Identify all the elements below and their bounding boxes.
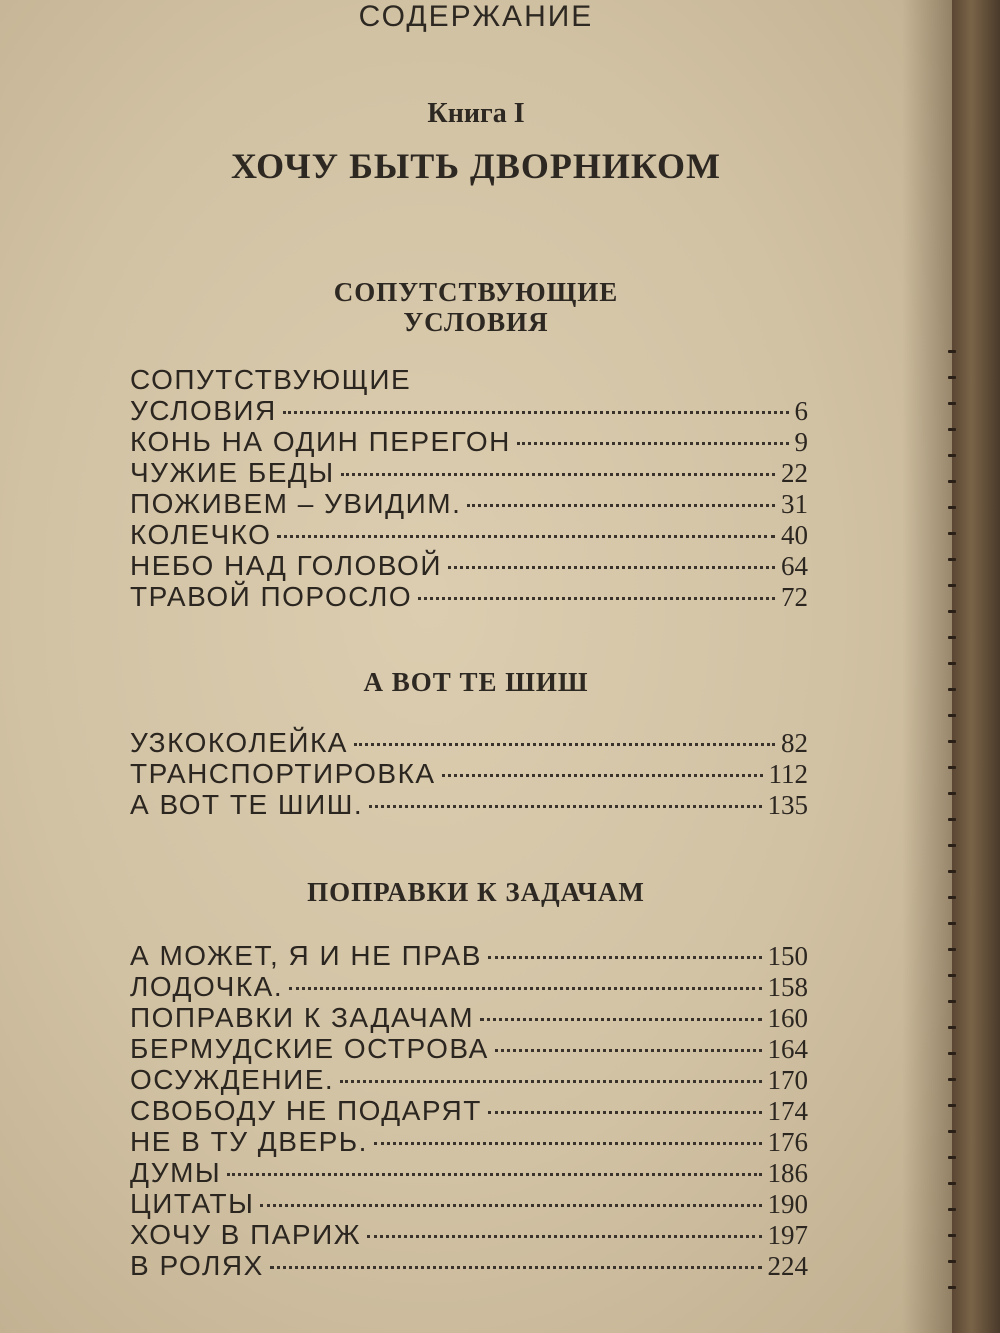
stitch-mark: [948, 454, 956, 457]
toc-page-number: 150: [767, 941, 808, 971]
toc-entry[interactable]: [130, 519, 808, 550]
toc-entry-title: УСЛОВИЯ: [130, 395, 277, 426]
toc-entry-title: ТРАВОЙ ПОРОСЛО: [130, 581, 413, 612]
toc-entry[interactable]: [130, 727, 808, 758]
stitch-mark: [948, 948, 956, 951]
section-title-2: А ВОТ ТЕ ШИШ: [363, 667, 589, 697]
toc-entry[interactable]: [130, 940, 808, 971]
book-title: ХОЧУ БЫТЬ ДВОРНИКОМ: [230, 146, 722, 186]
toc-page-number: 186: [767, 1158, 808, 1188]
stitch-mark: [948, 428, 956, 431]
toc-entry-title: УЗКОКОЛЕЙКА: [130, 727, 348, 758]
toc-page-number: 170: [767, 1065, 808, 1095]
toc-page-number: 190: [767, 1189, 808, 1219]
toc-entry-title: ХОЧУ В ПАРИЖ: [130, 1219, 362, 1250]
stitch-mark: [948, 610, 956, 613]
leader-dots: [369, 805, 761, 808]
stitch-mark: [948, 1260, 956, 1263]
stitch-mark: [948, 584, 956, 587]
toc-entry-title: А МОЖЕТ, Я И НЕ ПРАВ: [130, 940, 482, 971]
toc-section-3: [130, 940, 808, 1281]
stitch-mark: [948, 766, 956, 769]
toc-page-number: 6: [794, 396, 808, 426]
stitch-mark: [948, 636, 956, 639]
toc-page-number: 22: [781, 458, 808, 488]
toc-entry[interactable]: [130, 581, 808, 612]
leader-dots: [418, 597, 775, 600]
stitch-mark: [948, 1286, 956, 1289]
toc-entry[interactable]: [130, 550, 808, 581]
leader-dots: [227, 1173, 761, 1176]
toc-page-number: 64: [781, 551, 808, 581]
toc-entry[interactable]: [130, 971, 808, 1002]
leader-dots: [354, 743, 775, 746]
leader-dots: [480, 1018, 761, 1021]
leader-dots: [374, 1142, 762, 1145]
stitch-mark: [948, 714, 956, 717]
stitch-mark: [948, 1078, 956, 1081]
book-spine-edge: [952, 0, 1000, 1333]
toc-page-number: 40: [781, 520, 808, 550]
stitch-mark: [948, 532, 956, 535]
toc-section-2: [130, 727, 808, 820]
toc-entry-title: СВОБОДУ НЕ ПОДАРЯТ: [130, 1095, 482, 1126]
toc-entry-title: ТРАНСПОРТИРОВКА: [130, 758, 436, 789]
toc-entry-title: КОЛЕЧКО: [130, 519, 272, 550]
toc-page-number: 176: [767, 1127, 808, 1157]
stitch-mark: [948, 1104, 956, 1107]
leader-dots: [341, 473, 775, 476]
toc-entry[interactable]: [130, 1250, 808, 1281]
stitch-mark: [948, 558, 956, 561]
toc-entry[interactable]: [130, 488, 808, 519]
toc-entry-title: КОНЬ НА ОДИН ПЕРЕГОН: [130, 426, 511, 457]
stitch-mark: [948, 818, 956, 821]
leader-dots: [277, 535, 775, 538]
stitch-mark: [948, 402, 956, 405]
section-title-line: СОПУТСТВУЮЩИЕ: [333, 277, 619, 307]
toc-entry-title: В РОЛЯХ: [130, 1250, 264, 1281]
leader-dots: [488, 1111, 762, 1114]
leader-dots: [517, 442, 789, 445]
toc-page-number: 224: [767, 1251, 808, 1281]
toc-page-number: 164: [767, 1034, 808, 1064]
toc-page-number: 31: [781, 489, 808, 519]
stitch-mark: [948, 974, 956, 977]
book-number: Книга I: [427, 98, 525, 129]
toc-entry-title-line: СОПУТСТВУЮЩИЕ: [130, 364, 412, 395]
toc-entry[interactable]: [130, 395, 808, 426]
stitch-mark: [948, 1156, 956, 1159]
stitch-mark: [948, 1130, 956, 1133]
stitch-mark: [948, 350, 956, 353]
toc-page-number: 174: [767, 1096, 808, 1126]
toc-page-number: 9: [794, 427, 808, 457]
section-title-1: [0, 277, 952, 337]
toc-page-number: 112: [768, 759, 808, 789]
leader-dots: [495, 1049, 762, 1052]
stitch-mark: [948, 1000, 956, 1003]
toc-entry-title: ДУМЫ: [130, 1157, 222, 1188]
stitch-mark: [948, 740, 956, 743]
toc-entry-title: ЦИТАТЫ: [130, 1188, 255, 1219]
toc-entry[interactable]: [130, 1095, 808, 1126]
toc-page-number: 82: [781, 728, 808, 758]
stitch-mark: [948, 1052, 956, 1055]
leader-dots: [467, 504, 775, 507]
leader-dots: [488, 956, 762, 959]
leader-dots: [283, 411, 789, 414]
toc-entry[interactable]: [130, 789, 808, 820]
stitch-mark: [948, 1234, 956, 1237]
stitch-mark: [948, 480, 956, 483]
toc-entry[interactable]: [130, 1126, 808, 1157]
stitch-mark: [948, 376, 956, 379]
toc-entry[interactable]: [130, 1219, 808, 1250]
toc-page-number: 72: [781, 582, 808, 612]
leader-dots: [442, 774, 763, 777]
toc-entry[interactable]: [130, 1188, 808, 1219]
stitch-mark: [948, 506, 956, 509]
toc-entry-title: ЧУЖИЕ БЕДЫ: [130, 457, 335, 488]
stitch-mark: [948, 792, 956, 795]
leader-dots: [289, 987, 761, 990]
toc-page-number: 160: [767, 1003, 808, 1033]
toc-entry[interactable]: [130, 426, 808, 457]
stitch-mark: [948, 922, 956, 925]
toc-entry-title: НЕ В ТУ ДВЕРЬ.: [130, 1126, 368, 1157]
section-title-3: ПОПРАВКИ К ЗАДАЧАМ: [307, 877, 645, 907]
stitch-mark: [948, 1182, 956, 1185]
toc-entry-title: НЕБО НАД ГОЛОВОЙ: [130, 550, 442, 581]
toc-page-number: 158: [767, 972, 808, 1002]
toc-entry-title: ПОПРАВКИ К ЗАДАЧАМ: [130, 1002, 475, 1033]
toc-page-number: 197: [767, 1220, 808, 1250]
stitch-mark: [948, 1208, 956, 1211]
toc-entry-title: ОСУЖДЕНИЕ.: [130, 1064, 335, 1095]
stitch-mark: [948, 662, 956, 665]
toc-entry[interactable]: [130, 1064, 808, 1095]
leader-dots: [448, 566, 775, 569]
toc-entry[interactable]: [130, 1002, 808, 1033]
toc-entry-title: ПОЖИВЕМ – УВИДИМ.: [130, 488, 462, 519]
leader-dots: [270, 1266, 762, 1269]
toc-entry-title: ЛОДОЧКА.: [130, 971, 284, 1002]
contents-heading: СОДЕРЖАНИЕ: [358, 0, 594, 33]
toc-page-number: 135: [767, 790, 808, 820]
toc-entry[interactable]: [130, 457, 808, 488]
stitch-mark: [948, 870, 956, 873]
leader-dots: [340, 1080, 761, 1083]
leader-dots: [260, 1204, 761, 1207]
stitch-mark: [948, 896, 956, 899]
stitch-mark: [948, 1026, 956, 1029]
section-title-line: УСЛОВИЯ: [403, 307, 549, 337]
leader-dots: [367, 1235, 761, 1238]
stitch-mark: [948, 844, 956, 847]
toc-entry[interactable]: [130, 1033, 808, 1064]
toc-entry[interactable]: [130, 758, 808, 789]
toc-section-1: [130, 364, 808, 612]
toc-entry[interactable]: [130, 1157, 808, 1188]
stitch-mark: [948, 688, 956, 691]
toc-entry-title: БЕРМУДСКИЕ ОСТРОВА: [130, 1033, 489, 1064]
toc-entry-title: А ВОТ ТЕ ШИШ.: [130, 789, 364, 820]
